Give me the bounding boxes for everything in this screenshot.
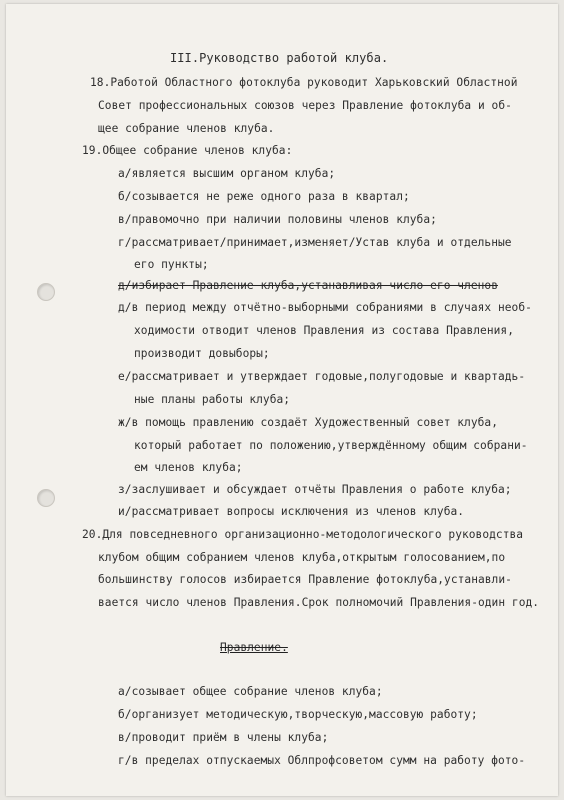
- paragraph-19-heading: 19.Общее собрание членов клуба:: [82, 144, 293, 157]
- paragraph-20-line: 20.Для повседневного организационно-методологического руководства: [82, 528, 524, 541]
- punch-hole: [37, 489, 55, 507]
- list-item-continuation: который работает по положению,утверждённому общим собрани-: [134, 439, 528, 452]
- list-item: д/в период между отчётно-выборными собраниями в случаях необ-: [118, 301, 532, 314]
- list-item: г/в пределах отпускаемых Облпрофсоветом сумм на работу фото-: [118, 754, 526, 767]
- paragraph-20-line: клубом общим собранием членов клуба,открытым голосованием,по: [98, 551, 506, 564]
- list-item: и/рассматривает вопросы исключения из членов клуба.: [118, 505, 465, 518]
- list-item: в/правомочно при наличии половины членов клуба;: [118, 213, 437, 226]
- punch-hole: [37, 283, 55, 301]
- list-item: а/является высшим органом клуба;: [118, 167, 336, 180]
- list-item: ж/в помощь правлению создаёт Художественный совет клуба,: [118, 416, 498, 429]
- list-item: е/рассматривает и утверждает годовые,полугодовые и квартадь-: [118, 370, 526, 383]
- list-item: б/организует методическую,творческую,массовую работу;: [118, 708, 478, 721]
- list-item: а/созывает общее собрание членов клуба;: [118, 685, 383, 698]
- list-item-continuation: ходимости отводит членов Правления из состава Правления,: [134, 324, 514, 337]
- board-heading: Правление.: [220, 641, 288, 654]
- list-item-continuation: производит довыборы;: [134, 347, 270, 360]
- list-item-continuation: ные планы работы клуба;: [134, 393, 291, 406]
- list-item-continuation: его пункты;: [134, 258, 209, 271]
- list-item: з/заслушивает и обсуждает отчёты Правления о работе клуба;: [118, 483, 512, 496]
- paragraph-20-line: вается число членов Правления.Срок полномочий Правления-один год.: [98, 596, 540, 609]
- document-page: [6, 4, 558, 796]
- list-item: в/проводит приём в члены клуба;: [118, 731, 329, 744]
- paragraph-18-line: Совет профессиональных союзов через Правление фотоклуба и об-: [98, 99, 512, 112]
- paragraph-18-line: 18.Работой Областного фотоклуба руководит Харьковский Областной: [90, 76, 518, 89]
- list-item: б/созывается не реже одного раза в квартал;: [118, 190, 410, 203]
- struck-list-item: д/избирает Правление клуба,устанавливая число его членов: [118, 279, 498, 292]
- paragraph-20-line: большинству голосов избирается Правление фотоклуба,устанавли-: [98, 573, 512, 586]
- paragraph-18-line: щее собрание членов клуба.: [98, 122, 275, 135]
- section-title: III.Руководство работой клуба.: [170, 51, 389, 65]
- list-item-continuation: ем членов клуба;: [134, 461, 243, 474]
- list-item: г/рассматривает/принимает,изменяет/Устав клуба и отдельные: [118, 236, 512, 249]
